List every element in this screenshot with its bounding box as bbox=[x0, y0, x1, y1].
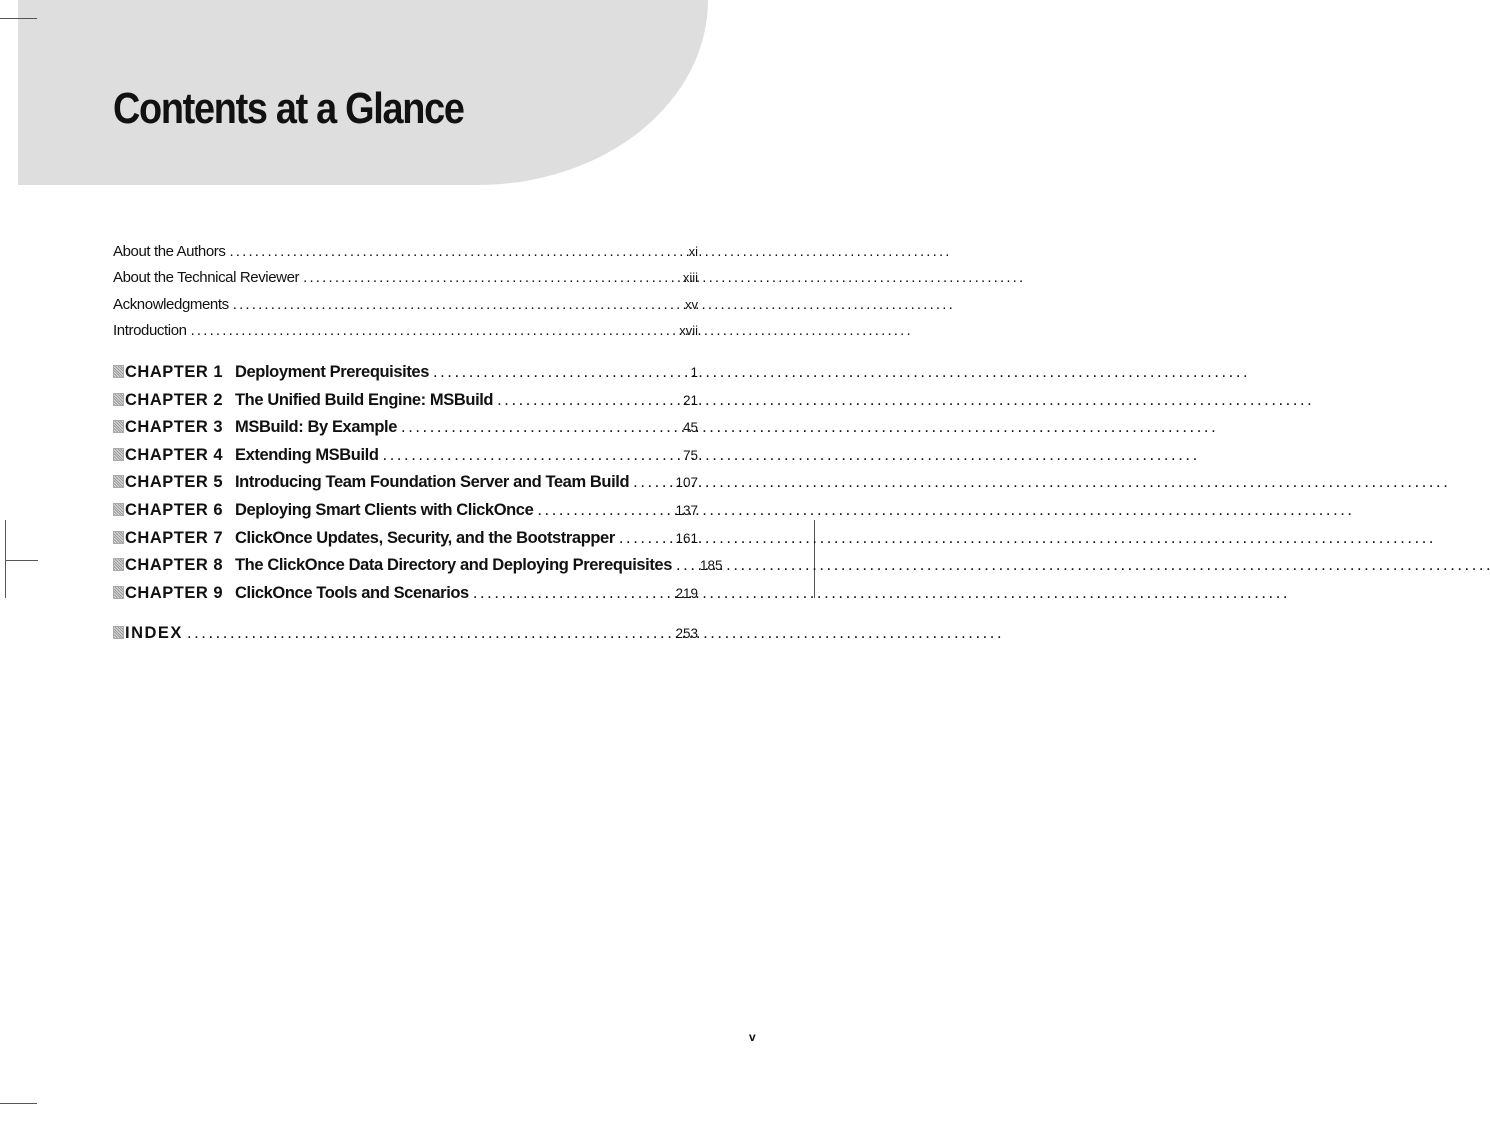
chapter-label-text: CHAPTER 5 bbox=[125, 473, 224, 492]
chapter-title: Introducing Team Foundation Server and Team Build bbox=[235, 473, 630, 492]
chapter-label-text: CHAPTER 4 bbox=[125, 445, 224, 464]
chapter-title: ClickOnce Updates, Security, and the Bootstrapper bbox=[235, 528, 615, 547]
page-folio: v bbox=[749, 1030, 756, 1044]
chapter-page-number: 21 bbox=[682, 392, 698, 408]
crop-mark bbox=[5, 520, 6, 598]
dot-leader bbox=[619, 529, 672, 548]
toc-row[interactable] bbox=[113, 296, 698, 322]
toc-entry-title: Acknowledgments bbox=[113, 295, 229, 313]
chapter-label bbox=[113, 418, 235, 437]
toc-page-number: xv bbox=[685, 296, 698, 312]
chapter-page-number: 137 bbox=[675, 502, 698, 518]
toc-page-number: xvii bbox=[679, 322, 698, 338]
chapter-title: Deployment Prerequisites bbox=[235, 363, 429, 381]
chapter-page-number: 185 bbox=[700, 558, 723, 574]
chapter-title: Extending MSBuild bbox=[235, 445, 379, 464]
dot-leader bbox=[401, 418, 679, 437]
dot-leader bbox=[433, 363, 687, 382]
dot-leader bbox=[191, 322, 676, 339]
crop-mark bbox=[0, 18, 37, 19]
chapter-row[interactable] bbox=[113, 473, 698, 501]
chapter-row[interactable] bbox=[113, 501, 698, 529]
chapter-label-text: CHAPTER 9 bbox=[125, 583, 224, 602]
dot-leader bbox=[473, 584, 672, 603]
index-label-text: INDEX bbox=[125, 624, 183, 642]
toc-row[interactable] bbox=[113, 322, 698, 348]
dot-leader bbox=[676, 556, 696, 575]
dot-leader bbox=[497, 391, 679, 410]
chapter-page-number: 1 bbox=[690, 365, 698, 380]
chapter-marker-icon bbox=[113, 586, 124, 599]
dot-leader bbox=[303, 269, 679, 286]
chapter-page-number: 75 bbox=[682, 447, 698, 463]
chapter-label bbox=[113, 584, 235, 603]
chapter-label-text: CHAPTER 3 bbox=[125, 418, 224, 437]
chapter-row[interactable] bbox=[113, 446, 698, 474]
chapter-page-number: 107 bbox=[675, 475, 698, 491]
crop-mark bbox=[0, 1103, 37, 1104]
toc-entry-title: About the Technical Reviewer bbox=[113, 269, 300, 287]
page-title: Contents at a Glance bbox=[113, 84, 464, 133]
front-matter-list bbox=[113, 243, 698, 348]
dot-leader bbox=[537, 501, 671, 520]
toc-entry-title: Introduction bbox=[113, 321, 187, 339]
chapter-marker-icon bbox=[113, 558, 124, 571]
chapter-row[interactable] bbox=[113, 363, 698, 391]
chapter-row[interactable] bbox=[113, 556, 723, 584]
dot-leader bbox=[229, 243, 684, 260]
chapter-title: Deploying Smart Clients with ClickOnce bbox=[235, 500, 534, 519]
chapter-label-text: CHAPTER 7 bbox=[125, 528, 224, 547]
index-label bbox=[113, 624, 183, 643]
chapter-list bbox=[113, 363, 723, 611]
chapter-page-number: 45 bbox=[682, 420, 698, 436]
chapter-label bbox=[113, 446, 235, 465]
chapter-title: MSBuild: By Example bbox=[235, 418, 398, 437]
index-list bbox=[113, 624, 698, 643]
chapter-label bbox=[113, 529, 235, 548]
toc-page-number: xiii bbox=[682, 270, 698, 286]
chapter-marker-icon bbox=[113, 475, 124, 488]
index-page-number: 253 bbox=[675, 626, 698, 641]
chapter-label bbox=[113, 501, 235, 520]
chapter-row[interactable] bbox=[113, 529, 698, 557]
chapter-label-text: CHAPTER 6 bbox=[125, 500, 224, 519]
index-row[interactable] bbox=[113, 624, 698, 643]
chapter-row[interactable] bbox=[113, 391, 698, 419]
chapter-marker-icon bbox=[113, 393, 124, 406]
crop-mark bbox=[6, 560, 38, 561]
chapter-label-text: CHAPTER 8 bbox=[125, 556, 224, 575]
dot-leader bbox=[187, 624, 672, 643]
chapter-page-number: 219 bbox=[675, 585, 698, 601]
toc-entry-title: About the Authors bbox=[113, 243, 226, 260]
chapter-label bbox=[113, 363, 235, 382]
chapter-page-number: 161 bbox=[675, 530, 698, 546]
dot-leader bbox=[233, 296, 681, 313]
chapter-marker-icon bbox=[113, 420, 124, 433]
chapter-title: ClickOnce Tools and Scenarios bbox=[235, 583, 469, 602]
chapter-title: The ClickOnce Data Directory and Deploying Prerequisites bbox=[235, 556, 672, 575]
chapter-label bbox=[113, 473, 235, 492]
chapter-label bbox=[113, 391, 235, 410]
dot-leader bbox=[383, 446, 679, 465]
chapter-marker-icon bbox=[113, 503, 124, 516]
chapter-label-text: CHAPTER 2 bbox=[125, 390, 224, 409]
chapter-marker-icon bbox=[113, 448, 124, 461]
chapter-row[interactable] bbox=[113, 418, 698, 446]
dot-leader bbox=[633, 473, 671, 492]
chapter-title: The Unified Build Engine: MSBuild bbox=[235, 390, 494, 409]
chapter-row[interactable] bbox=[113, 584, 698, 612]
toc-row[interactable] bbox=[113, 243, 698, 269]
toc-page-number: xi bbox=[688, 244, 698, 259]
toc-row[interactable] bbox=[113, 269, 698, 295]
chapter-label-text: CHAPTER 1 bbox=[125, 363, 224, 381]
chapter-marker-icon bbox=[113, 365, 124, 378]
index-marker-icon bbox=[113, 626, 124, 639]
chapter-marker-icon bbox=[113, 531, 124, 544]
chapter-label bbox=[113, 556, 235, 575]
